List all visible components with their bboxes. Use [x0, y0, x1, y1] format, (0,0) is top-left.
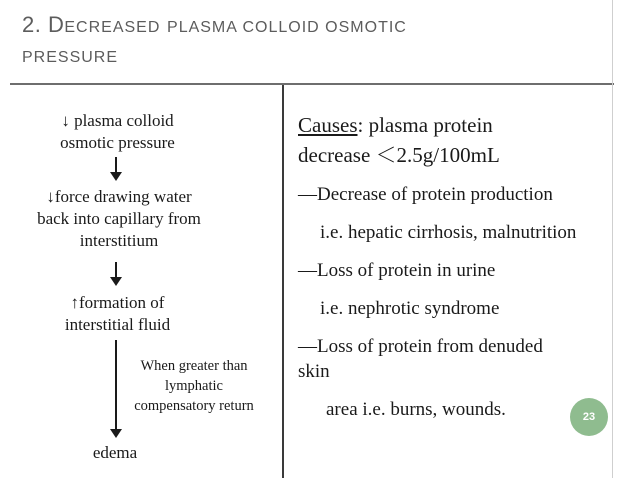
- title-word2: PLASMA COLLOID OSMOTIC: [167, 19, 407, 36]
- note-line: lymphatic: [165, 378, 223, 394]
- title-prefix: 2. D: [22, 12, 65, 37]
- causes-heading-rest: : plasma protein: [357, 113, 493, 137]
- flow-condition-note: [118, 356, 270, 416]
- causes-threshold: decrease ＜2.5g/100mL: [298, 143, 500, 167]
- causes-heading: [298, 111, 493, 140]
- note-line: When greater than: [140, 358, 248, 374]
- cause-item-continued: skin: [298, 361, 330, 382]
- flow-step-2-line: back into capillary from: [37, 209, 201, 228]
- title-divider: [10, 83, 614, 85]
- causes-label: Causes: [298, 113, 358, 137]
- cause-example: area i.e. burns, wounds.: [326, 399, 506, 420]
- flow-step-1-line: osmotic pressure: [60, 133, 175, 152]
- slide-title: [22, 10, 612, 73]
- flow-result: [40, 442, 190, 464]
- column-divider: [282, 85, 284, 478]
- page-number-badge: 23: [570, 398, 608, 436]
- title-line2: PRESSURE: [22, 49, 119, 66]
- title-word1-rest: ECREASED: [64, 19, 161, 36]
- flow-step-3-line: ↑formation of: [70, 293, 165, 312]
- flow-step-2-line: interstitium: [79, 231, 159, 250]
- flow-step-1-line: ↓ plasma colloid: [61, 111, 174, 130]
- flow-step-1: [20, 110, 215, 154]
- cause-item: —Loss of protein from denuded: [298, 336, 543, 357]
- cause-item: —Loss of protein in urine: [298, 260, 496, 281]
- flow-result-text: edema: [92, 443, 138, 462]
- flow-step-3-line: interstitial fluid: [64, 315, 171, 334]
- cause-example: i.e. nephrotic syndrome: [320, 298, 500, 319]
- down-arrow-icon: [110, 157, 122, 181]
- flow-step-2: [8, 186, 230, 252]
- cause-example: i.e. hepatic cirrhosis, malnutrition: [320, 222, 577, 243]
- cause-item: —Decrease of protein production: [298, 184, 553, 205]
- note-line: compensatory return: [134, 398, 254, 414]
- flow-step-2-line: ↓force drawing water: [46, 187, 192, 206]
- down-arrow-icon: [110, 262, 122, 286]
- flow-step-3: [20, 292, 215, 336]
- right-border: [612, 0, 613, 478]
